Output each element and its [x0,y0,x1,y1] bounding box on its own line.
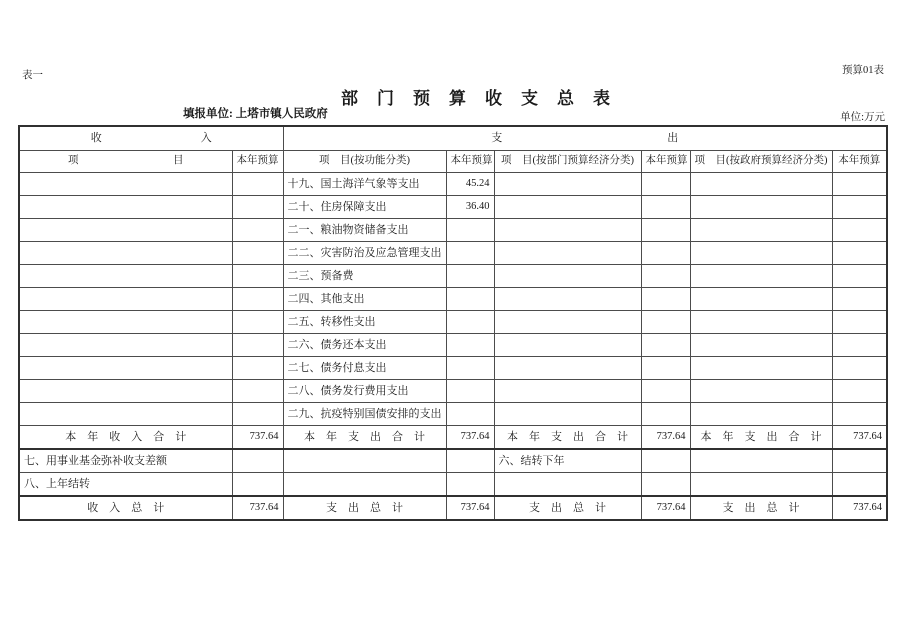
amount-cell [446,265,494,288]
amount-cell: 45.24 [446,173,494,196]
amount-cell [832,265,887,288]
amount-cell [232,403,283,426]
item-cell: 二九、抗疫特别国债安排的支出 [283,403,446,426]
amount-cell [641,219,690,242]
amount-cell: 737.64 [641,426,690,450]
amount-cell: 737.64 [232,426,283,450]
amount-cell: 737.64 [641,496,690,520]
item-cell [690,473,832,497]
column-header: 项 目 [19,151,232,173]
column-header-row [19,151,887,173]
item-cell [494,380,641,403]
amount-cell: 737.64 [832,496,887,520]
table-row [19,473,887,497]
amount-cell [641,196,690,219]
item-cell [690,288,832,311]
item-cell: 二三、预备费 [283,265,446,288]
item-cell [690,196,832,219]
item-cell: 本 年 支 出 合 计 [283,426,446,450]
item-cell [494,334,641,357]
currency-unit-label: 单位:万元 [840,112,885,123]
column-header: 本年预算 [832,151,887,173]
amount-cell [641,473,690,497]
item-cell: 六、结转下年 [494,449,641,473]
item-cell [494,173,641,196]
amount-cell [446,473,494,497]
item-cell [494,403,641,426]
table-row [19,288,887,311]
amount-cell [832,403,887,426]
table-row [19,357,887,380]
amount-cell [641,265,690,288]
item-cell: 二八、债务发行费用支出 [283,380,446,403]
item-cell: 二十、住房保障支出 [283,196,446,219]
amount-cell [641,242,690,265]
table-body [19,173,887,521]
item-cell: 本 年 收 入 合 计 [19,426,232,450]
amount-cell [641,311,690,334]
table-row [19,403,887,426]
item-cell: 本 年 支 出 合 计 [494,426,641,450]
table-row [19,219,887,242]
amount-cell [832,334,887,357]
amount-cell [232,196,283,219]
amount-cell [232,173,283,196]
amount-cell [446,403,494,426]
amount-cell [641,173,690,196]
item-cell [19,265,232,288]
table-row [19,173,887,196]
item-cell [19,403,232,426]
item-cell: 二五、转移性支出 [283,311,446,334]
table-number-label: 表一 [22,70,43,81]
item-cell: 二一、粮油物资储备支出 [283,219,446,242]
page-title: 部 门 预 算 收 支 总 表 [341,89,611,108]
amount-cell [832,357,887,380]
item-cell [494,196,641,219]
amount-cell [232,219,283,242]
item-cell [19,288,232,311]
item-cell: 二四、其他支出 [283,288,446,311]
amount-cell [832,311,887,334]
item-cell [19,173,232,196]
amount-cell [446,242,494,265]
amount-cell [832,288,887,311]
amount-cell [832,242,887,265]
amount-cell: 737.64 [832,426,887,450]
item-cell [19,334,232,357]
table-total-row [19,426,887,450]
amount-cell [446,311,494,334]
amount-cell [446,380,494,403]
item-cell [494,473,641,497]
item-cell [19,196,232,219]
column-header: 项 目(按部门预算经济分类) [494,151,641,173]
item-cell [19,380,232,403]
amount-cell [641,334,690,357]
item-cell [690,242,832,265]
amount-cell: 737.64 [232,496,283,520]
item-cell [690,357,832,380]
item-cell [494,288,641,311]
amount-cell [832,380,887,403]
column-header: 本年预算 [446,151,494,173]
amount-cell [232,357,283,380]
item-cell: 收 入 总 计 [19,496,232,520]
amount-cell [832,173,887,196]
amount-cell [446,357,494,380]
item-cell: 十九、国土海洋气象等支出 [283,173,446,196]
income-group-header: 收 入 [19,126,283,151]
amount-cell [446,449,494,473]
item-cell [283,449,446,473]
amount-cell [446,288,494,311]
amount-cell [232,288,283,311]
sheet-number-label: 预算01表 [842,65,884,76]
amount-cell: 737.64 [446,426,494,450]
item-cell: 支 出 总 计 [690,496,832,520]
item-cell: 二六、债务还本支出 [283,334,446,357]
budget-summary-table [18,125,888,521]
item-cell [19,242,232,265]
item-cell [690,380,832,403]
amount-cell [832,196,887,219]
amount-cell [232,473,283,497]
item-cell: 二七、债务付息支出 [283,357,446,380]
group-header-row [19,126,887,151]
amount-cell [232,265,283,288]
column-header: 项 目(按功能分类) [283,151,446,173]
item-cell [494,265,641,288]
item-cell [494,242,641,265]
item-cell [690,219,832,242]
table-row [19,334,887,357]
amount-cell [832,473,887,497]
item-cell [19,219,232,242]
amount-cell: 737.64 [446,496,494,520]
table-row [19,449,887,473]
amount-cell [232,449,283,473]
amount-cell [641,357,690,380]
table-row [19,196,887,219]
amount-cell: 36.40 [446,196,494,219]
table-row [19,265,887,288]
item-cell [690,334,832,357]
item-cell: 本 年 支 出 合 计 [690,426,832,450]
expenditure-group-header: 支 出 [283,126,887,151]
column-header: 本年预算 [232,151,283,173]
reporting-unit-label: 填报单位: 上塔市镇人民政府 [183,108,328,120]
item-cell [690,311,832,334]
item-cell [494,219,641,242]
table-row [19,311,887,334]
item-cell [19,311,232,334]
amount-cell [832,449,887,473]
item-cell: 八、上年结转 [19,473,232,497]
item-cell: 支 出 总 计 [494,496,641,520]
item-cell [283,473,446,497]
amount-cell [446,334,494,357]
amount-cell [232,311,283,334]
table-total-row [19,496,887,520]
amount-cell [641,288,690,311]
item-cell [494,357,641,380]
item-cell [690,449,832,473]
item-cell [19,357,232,380]
table-row [19,242,887,265]
item-cell [690,403,832,426]
amount-cell [232,380,283,403]
column-header: 项 目(按政府预算经济分类) [690,151,832,173]
table-row [19,380,887,403]
item-cell [690,265,832,288]
item-cell [494,311,641,334]
amount-cell [832,219,887,242]
item-cell: 支 出 总 计 [283,496,446,520]
amount-cell [446,219,494,242]
amount-cell [232,334,283,357]
amount-cell [641,403,690,426]
column-header: 本年预算 [641,151,690,173]
item-cell [690,173,832,196]
amount-cell [641,380,690,403]
amount-cell [641,449,690,473]
amount-cell [232,242,283,265]
item-cell: 七、用事业基金弥补收支差额 [19,449,232,473]
item-cell: 二二、灾害防治及应急管理支出 [283,242,446,265]
